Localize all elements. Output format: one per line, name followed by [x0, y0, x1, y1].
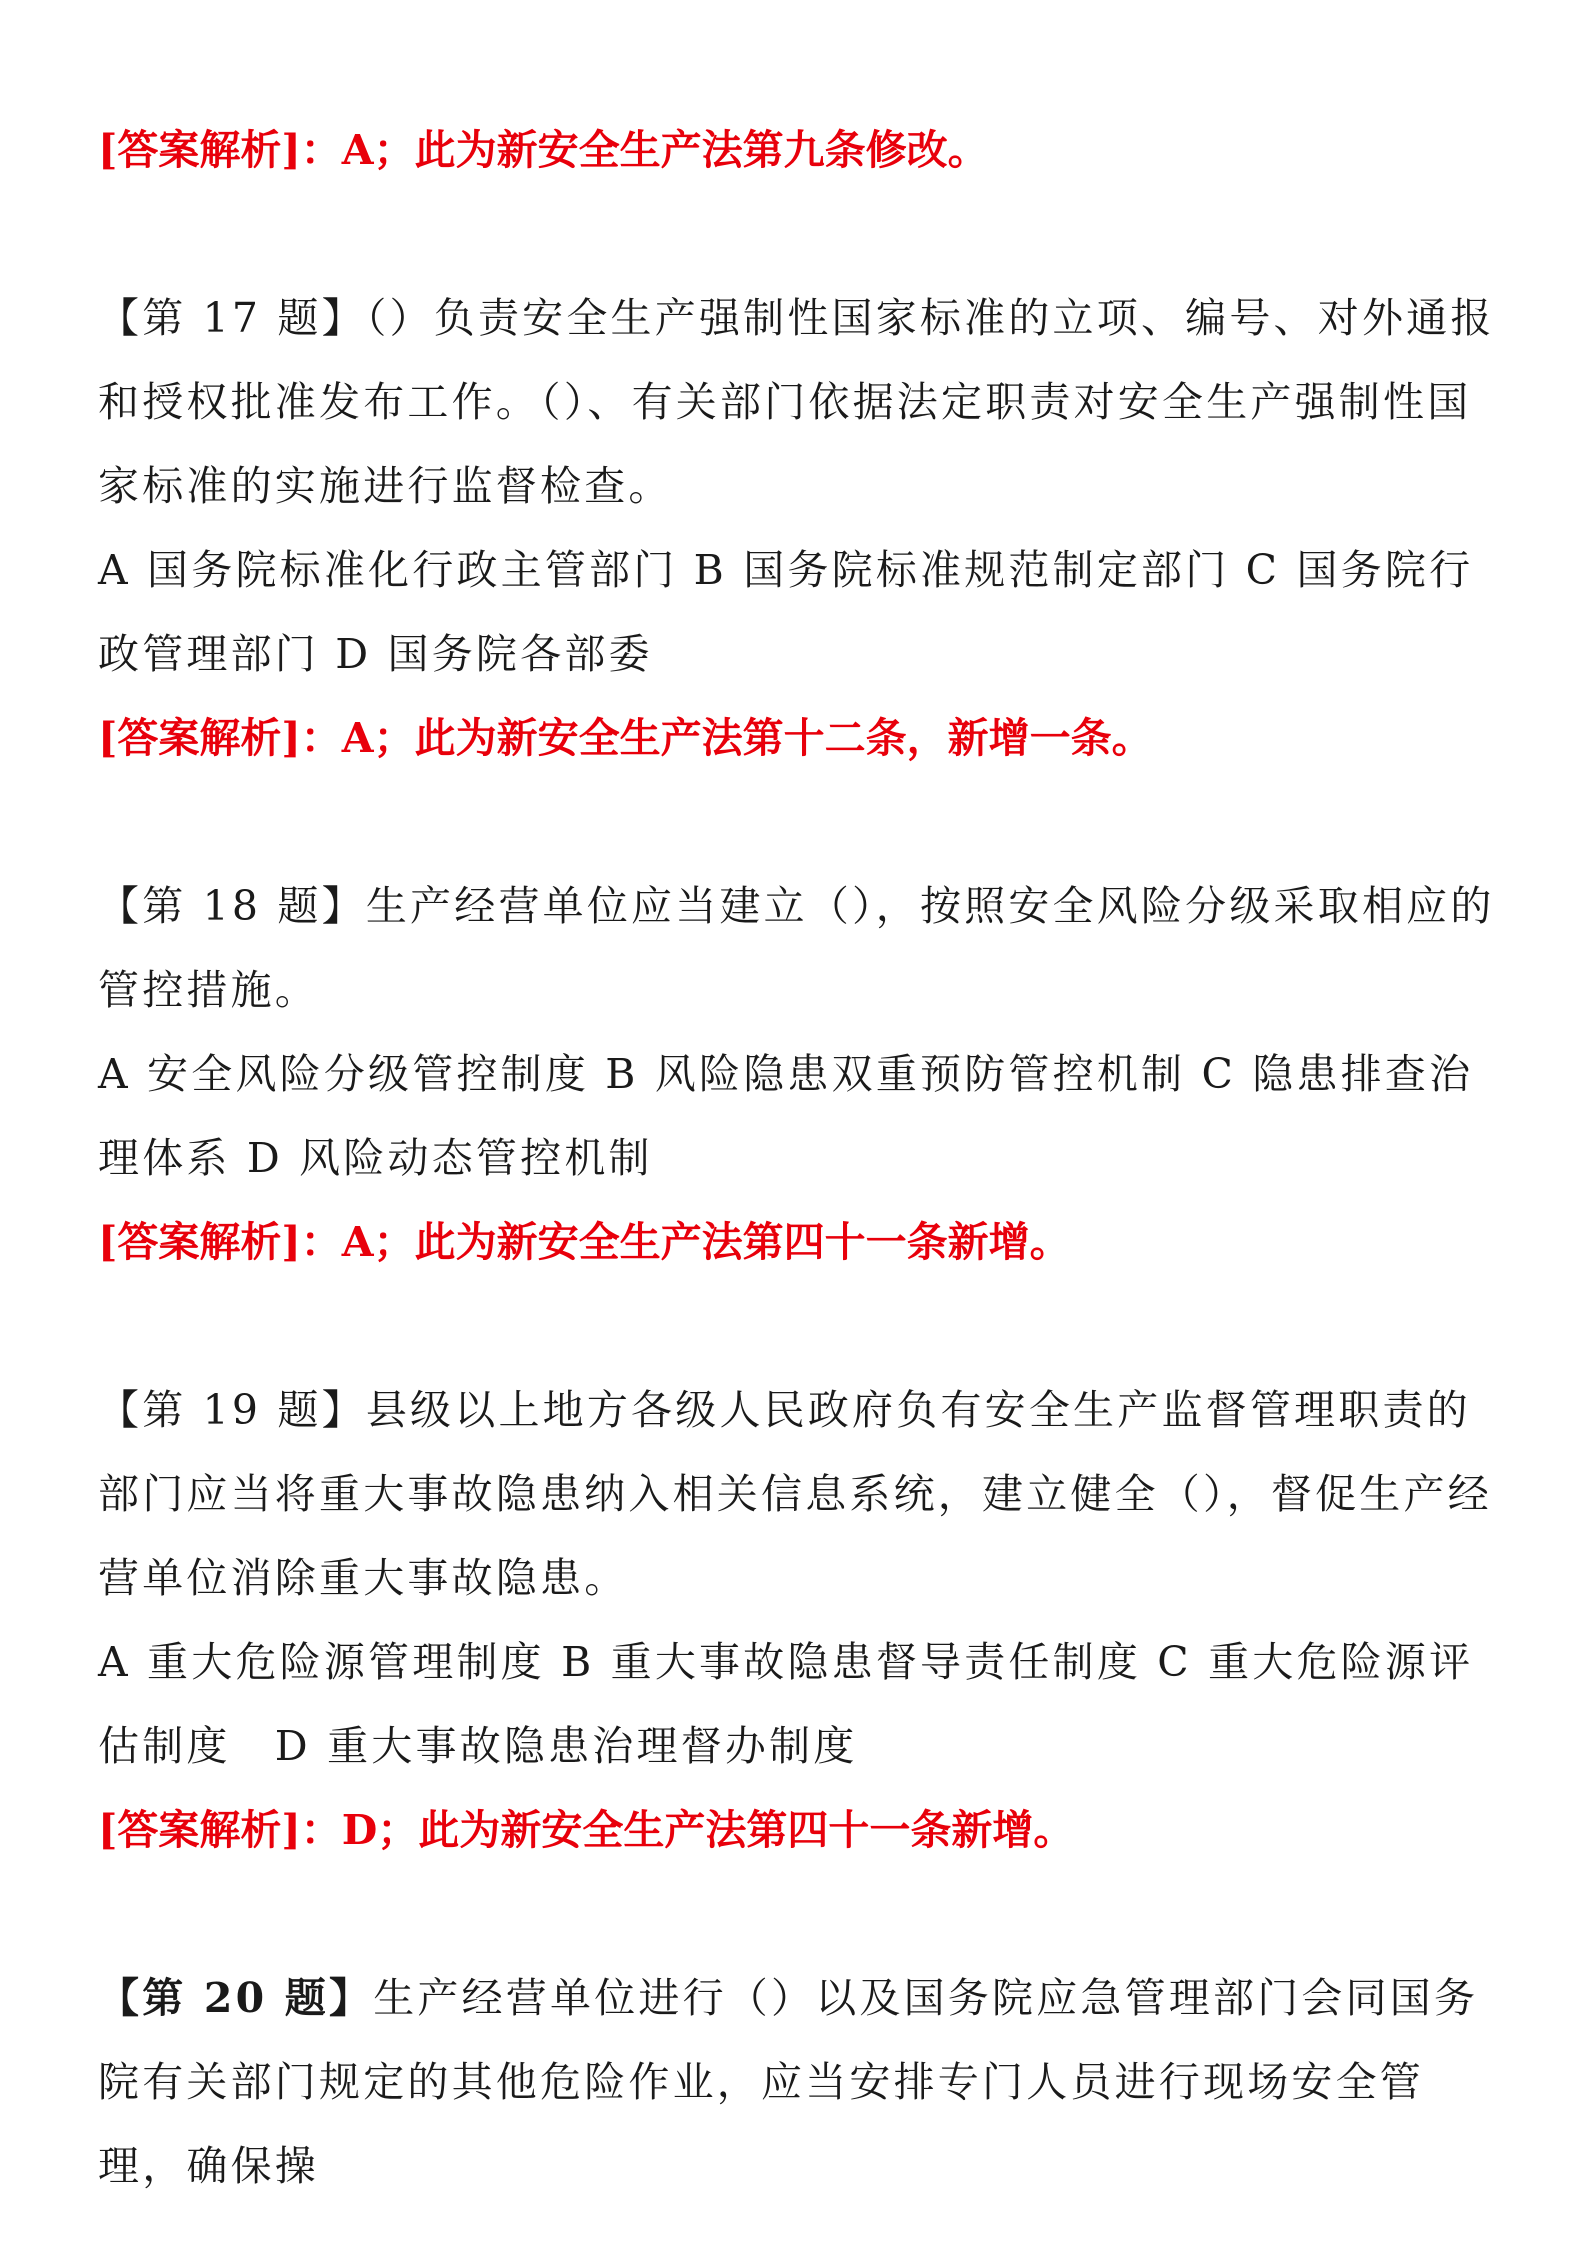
question-text: [98, 1956, 1498, 2208]
document-page: [98, 108, 1498, 2208]
question-text: [98, 276, 1498, 528]
question-18: [98, 864, 1498, 1284]
question-body: 生产经营单位进行（）以及国务院应急管理部门会同国务院有关部门规定的其他危险作业，应当安排专门人员进行现场安全管理，确保操: [98, 1974, 1479, 2190]
question-body: （）负责安全生产强制性国家标准的立项、编号、对外通报和授权批准发布工作。（）、有关部门依据法定职责对安全生产强制性国家标准的实施进行监督检查。: [98, 294, 1495, 510]
question-options: A 国务院标准化行政主管部门 B 国务院标准规范制定部门 C 国务院行政管理部门 D 国务院各部委: [98, 546, 1474, 678]
question-options: A 重大危险源管理制度 B 重大事故隐患督导责任制度 C 重大危险源评估制度 D 重大事故隐患治理督办制度: [98, 1638, 1474, 1770]
answer-analysis: [答案解析]：A；此为新安全生产法第十二条，新增一条。: [98, 714, 1153, 762]
question-20: [98, 1956, 1498, 2208]
question-body: 生产经营单位应当建立（），按照安全风险分级采取相应的管控措施。: [98, 882, 1495, 1014]
question-19: [98, 1368, 1498, 1872]
question-body: 县级以上地方各级人民政府负有安全生产监督管理职责的部门应当将重大事故隐患纳入相关信息系统，建立健全（），督促生产经营单位消除重大事故隐患。: [98, 1386, 1492, 1602]
question-17: [98, 276, 1498, 780]
question-number: 【第 17 题】: [98, 294, 366, 342]
question-number: 【第 20 题】: [98, 1974, 374, 2022]
answer-analysis: [答案解析]：A；此为新安全生产法第四十一条新增。: [98, 1218, 1071, 1266]
question-options: A 安全风险分级管控制度 B 风险隐患双重预防管控机制 C 隐患排查治理体系 D 风险动态管控机制: [98, 1050, 1474, 1182]
question-number: 【第 19 题】: [98, 1386, 366, 1434]
answer-analysis: [答案解析]：D；此为新安全生产法第四十一条新增。: [98, 1806, 1075, 1854]
answer-analysis: [答案解析]：A；此为新安全生产法第九条修改。: [98, 126, 989, 174]
question-text: [98, 864, 1498, 1032]
question-text: [98, 1368, 1498, 1620]
question-number: 【第 18 题】: [98, 882, 366, 930]
